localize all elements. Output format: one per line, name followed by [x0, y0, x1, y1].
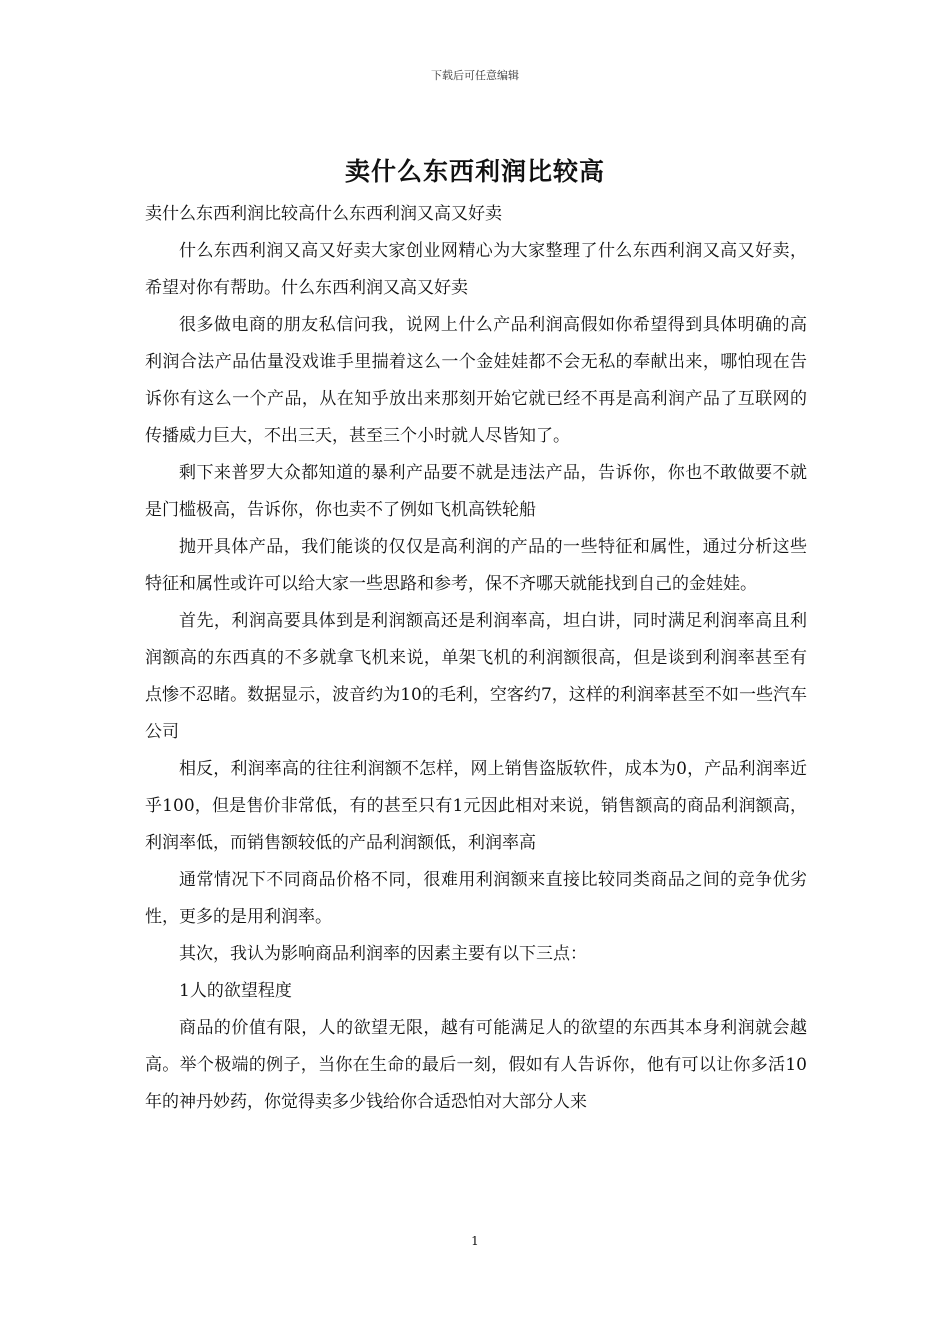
- page-header-note: 下载后可任意编辑: [431, 69, 519, 82]
- paragraph: 商品的价值有限，人的欲望无限，越有可能满足人的欲望的东西其本身利润就会越高。举个极端的例子，当你在生命的最后一刻，假如有人告诉你，他有可以让你多活10年的神丹妙药，你觉得卖多少钱给你合适恐怕对大部分人来: [145, 1018, 807, 1112]
- paragraph: 剩下来普罗大众都知道的暴利产品要不就是违法产品，告诉你，你也不敢做要不就是门槛极高，告诉你，你也卖不了例如飞机高铁轮船: [145, 463, 807, 520]
- paragraph: 其次，我认为影响商品利润率的因素主要有以下三点：: [179, 944, 587, 964]
- paragraph-subtitle: 卖什么东西利润比较高什么东西利润又高又好卖: [145, 204, 502, 224]
- paragraph: 很多做电商的朋友私信问我，说网上什么产品利润高假如你希望得到具体明确的高利润合法产品估量没戏谁手里揣着这么一个金娃娃都不会无私的奉献出来，哪怕现在告诉你有这么一个产品，从在知乎放出来那刻开始它就已经不再是高利润产品了互联网的传播威力巨大，不出三天，甚至三个小时就人尽皆知了。: [145, 315, 807, 446]
- paragraph: 抛开具体产品，我们能谈的仅仅是高利润的产品的一些特征和属性，通过分析这些特征和属性或许可以给大家一些思路和参考，保不齐哪天就能找到自己的金娃娃。: [145, 537, 807, 594]
- document-body: [145, 196, 807, 1121]
- paragraph: 通常情况下不同商品价格不同，很难用利润额来直接比较同类商品之间的竞争优劣性，更多的是用利润率。: [145, 870, 807, 927]
- document-title: 卖什么东西利润比较高: [344, 157, 605, 186]
- page-number: 1: [471, 1234, 479, 1248]
- paragraph: 首先，利润高要具体到是利润额高还是利润率高，坦白讲，同时满足利润率高且利润额高的东西真的不多就拿飞机来说，单架飞机的利润额很高，但是谈到利润率甚至有点惨不忍睹。数据显示，波音约为10的毛利，空客约7，这样的利润率甚至不如一些汽车公司: [145, 611, 807, 742]
- paragraph: 什么东西利润又高又好卖大家创业网精心为大家整理了什么东西利润又高又好卖，希望对你有帮助。什么东西利润又高又好卖: [145, 241, 807, 298]
- section-heading: 1人的欲望程度: [179, 981, 292, 1001]
- paragraph: 相反，利润率高的往往利润额不怎样，网上销售盗版软件，成本为0，产品利润率近乎100，但是售价非常低，有的甚至只有1元因此相对来说，销售额高的商品利润额高，利润率低，而销售额较低的产品利润额低，利润率高: [145, 759, 807, 853]
